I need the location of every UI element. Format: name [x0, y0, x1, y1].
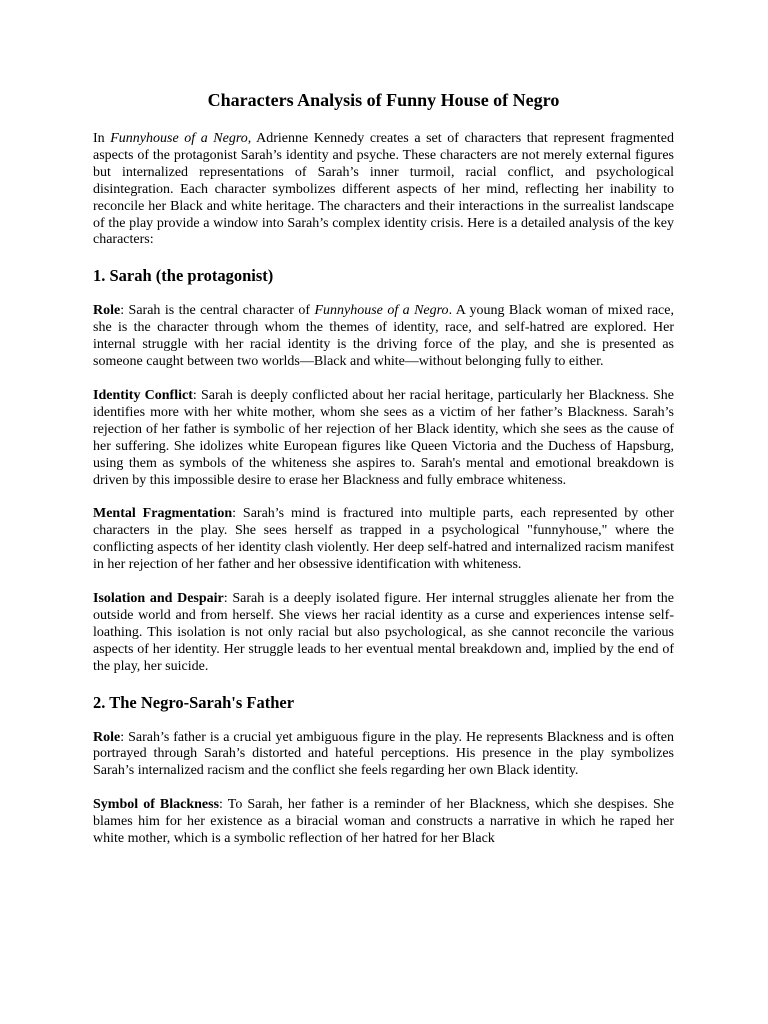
paragraph-identity-conflict	[93, 388, 674, 489]
paragraph-symbol-of-blackness	[93, 797, 674, 848]
intro-paragraph	[93, 131, 674, 249]
sarah-role-text-a: : Sarah is the central character of	[120, 303, 315, 319]
sarah-role-text-b: . A young Black woman of mixed race, she is the character through whom the themes of identity, race, and self-hatred are explored. Her internal struggle with her racial identity is the driving force of the play, and she is presented as someone caught between two worlds—Black and white—without belonging fully to either.	[93, 303, 674, 370]
document-page	[93, 88, 674, 865]
mental-fragmentation-text: : Sarah’s mind is fractured into multiple parts, each represented by other characters in the play. She sees herself as trapped in a psychological "funnyhouse," where the conflicting aspects of her identity clash violently. Her deep self-hatred and internalized racism manifest in her rejection of her father and her obsessive identification with whiteness.	[93, 506, 674, 573]
paragraph-isolation	[93, 591, 674, 676]
label-father-role: Role	[93, 729, 121, 745]
paragraph-mental-fragmentation	[93, 506, 674, 574]
intro-text: , Adrienne Kennedy creates a set of characters that represent fragmented aspects of the protagonist Sarah’s identity and psyche. These characters are not merely external figures but internalized representations of Sarah’s inner turmoil, racial conflict, and psychological disintegration. Each character symbolizes different aspects of her mind, reflecting her inability to reconcile her Black and white heritage. The characters and their interactions in the surrealist landscape of the play provide a window into Sarah’s complex identity crisis. Here is a detailed analysis of the key characters:	[93, 131, 674, 248]
identity-conflict-text: : Sarah is deeply conflicted about her racial heritage, particularly her Blackness. She identifies more with her white mother, whom she sees as a victim of her father’s Blackness. Sarah’s rejection of her father is symbolic of her rejection of her Black identity, which she sees as the cause of her suffering. She idolizes white European figures like Queen Victoria and the Duchess of Hapsburg, using them as symbols of the whiteness she aspires to. Sarah's mental and emotional breakdown is driven by this impossible desire to erase her Blackness and fully embrace whiteness.	[93, 387, 674, 488]
label-symbol-of-blackness: Symbol of Blackness	[93, 797, 220, 813]
isolation-text: : Sarah is a deeply isolated figure. Her internal struggles alienate her from the outside world and from herself. She views her racial identity as a curse and experiences intense self-loathing. This isolation is not only racial but also psychological, as she cannot reconcile the various aspects of her identity. Her struggle leads to her eventual mental breakdown and, implied by the end of the play, her suicide.	[93, 591, 675, 674]
label-identity-conflict: Identity Conflict	[93, 387, 193, 403]
label-mental-fragmentation: Mental Fragmentation	[93, 506, 233, 522]
section-heading-father: 2. The Negro-Sarah's Father	[93, 692, 295, 712]
sarah-role-play-title: Funnyhouse of a Negro	[314, 303, 449, 319]
paragraph-father-role	[93, 730, 674, 781]
label-isolation: Isolation and Despair	[93, 591, 224, 607]
symbol-of-blackness-text: : To Sarah, her father is a reminder of her Blackness, which she despises. She blames him for her existence as a biracial woman and constructs a narrative in which he raped her white mother, which is a symbolic reflection of her hatred for her Black	[93, 797, 674, 847]
intro-play-title: Funnyhouse of a Negro	[110, 131, 248, 146]
paragraph-sarah-role	[93, 303, 674, 371]
document-title: Characters Analysis of Funny House of Negro	[207, 90, 560, 110]
father-role-text: : Sarah’s father is a crucial yet ambiguous figure in the play. He represents Blackness and is often portrayed through Sarah’s distorted and hateful perceptions. His presence in the play symbolizes Sarah’s internalized racism and the conflict she feels regarding her own Black identity.	[93, 729, 674, 779]
intro-pre: In	[93, 131, 111, 146]
label-role: Role	[93, 303, 121, 319]
section-heading-sarah: 1. Sarah (the protagonist)	[93, 266, 274, 286]
